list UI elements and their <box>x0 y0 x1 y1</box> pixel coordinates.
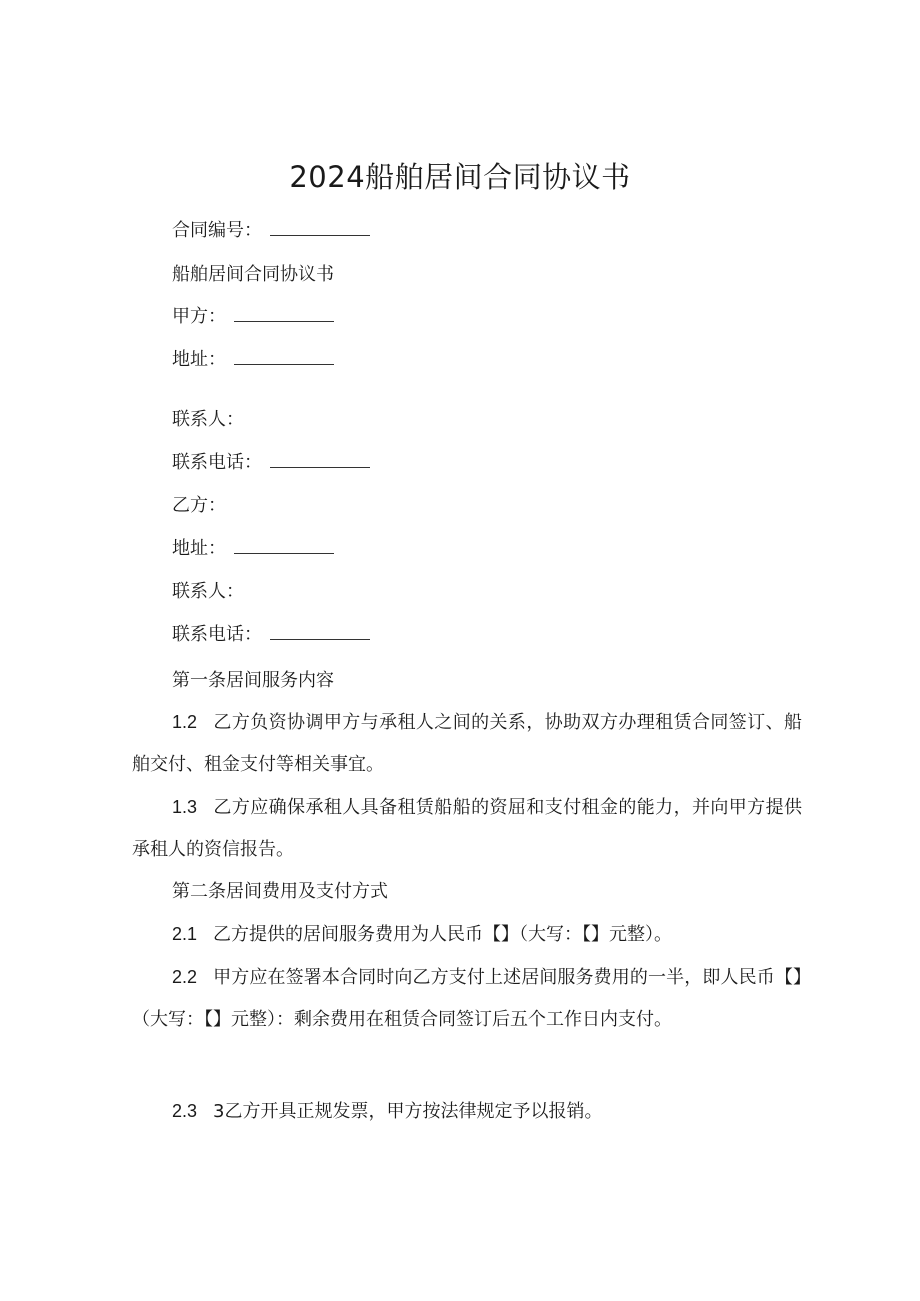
clause-2-1-number: 2.1 <box>172 924 198 944</box>
party-a-address-label: 地址： <box>172 349 226 370</box>
party-a-phone-line <box>172 449 370 477</box>
article-2-heading: 第二条居间费用及支付方式 <box>172 881 388 902</box>
document-title: 2024船舶居间合同协议书 <box>289 160 631 194</box>
clause-2-1-text: 乙方提供的居间服务费用为人民币【】（大写：【】元整）。 <box>213 924 673 945</box>
clause-2-2-text: 甲方应在签署本合同时向乙方支付上述居间服务费用的一半，即人民币【】（大写：【】元整）：剩余费用在租赁合同签订后五个工作日内支付。 <box>132 967 802 1030</box>
party-b-address-label: 地址： <box>172 538 226 559</box>
party-a-address-line <box>172 346 334 374</box>
contract-number-label: 合同编号： <box>172 220 262 241</box>
party-b-phone-label: 联系电话： <box>172 624 262 645</box>
clause-2-3-text: 3乙方开具正规发票，甲方按法律规定予以报销。 <box>213 1101 603 1122</box>
clause-1-2-number: 1.2 <box>172 712 198 732</box>
subtitle: 船舶居间合同协议书 <box>172 264 334 285</box>
article-1-heading: 第一条居间服务内容 <box>172 670 334 691</box>
party-b-label: 乙方： <box>172 495 226 516</box>
clause-2-1 <box>132 913 802 956</box>
contract-number-line <box>172 217 370 245</box>
clause-1-2 <box>132 701 802 786</box>
party-b-contact-label: 联系人： <box>172 581 244 602</box>
contract-number-blank <box>270 219 370 236</box>
clause-2-2 <box>132 956 802 1041</box>
party-a-label: 甲方： <box>172 306 226 327</box>
clause-2-3-number: 2.3 <box>172 1101 198 1121</box>
party-b-phone-line <box>172 621 370 649</box>
clause-2-3 <box>132 1090 802 1133</box>
party-a-phone-blank <box>270 451 370 468</box>
party-b-address-blank <box>234 537 334 554</box>
party-b-phone-blank <box>270 623 370 640</box>
party-a-blank <box>234 305 334 322</box>
party-a-phone-label: 联系电话： <box>172 452 262 473</box>
clause-1-2-text: 乙方负资协调甲方与承租人之间的关系，协助双方办理租赁合同签订、船舶交付、租金支付等相关事宜。 <box>132 712 802 775</box>
party-b-address-line <box>172 535 334 563</box>
clause-1-3-number: 1.3 <box>172 797 198 817</box>
party-a-address-blank <box>234 348 334 365</box>
party-a-line <box>172 303 334 331</box>
party-a-contact-label: 联系人： <box>172 409 244 430</box>
clause-2-2-number: 2.2 <box>172 967 198 987</box>
clause-1-3-text: 乙方应确保承租人具备租赁船船的资屈和支付租金的能力，并向甲方提供承租人的资信报告。 <box>132 797 802 860</box>
clause-1-3 <box>132 786 802 871</box>
